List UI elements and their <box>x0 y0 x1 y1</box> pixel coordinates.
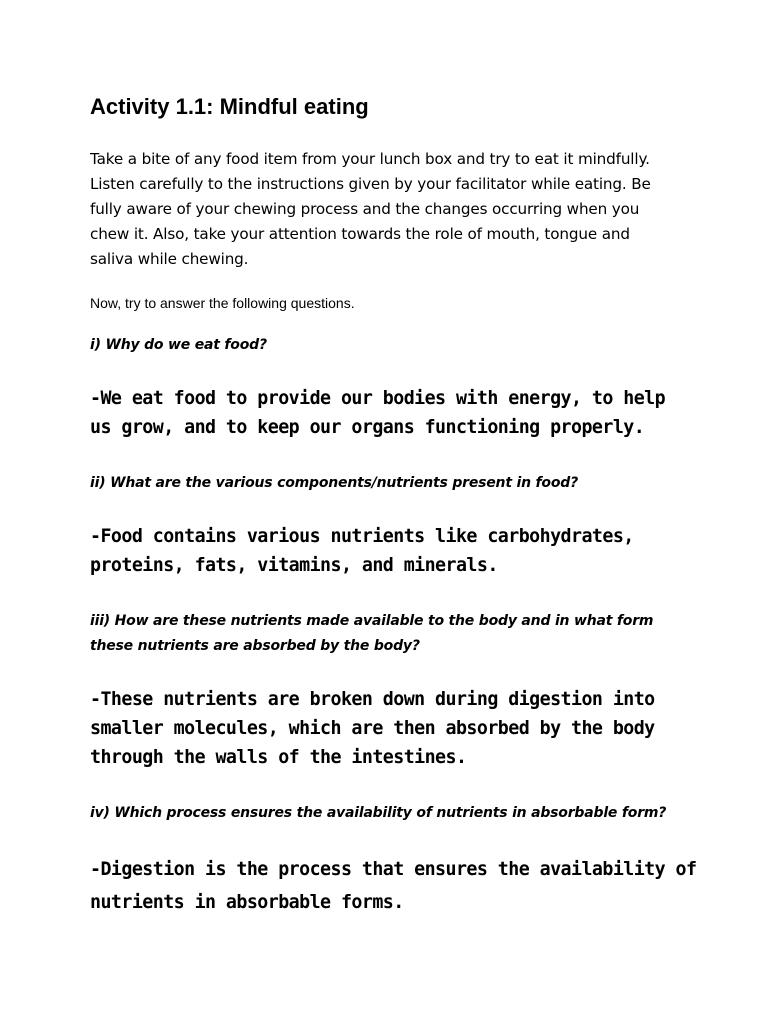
answer-line: -We eat food to provide our bodies with energy, to help <box>90 388 666 409</box>
answer-line: -Digestion is the process that ensures the availability of <box>90 859 697 880</box>
intro-paragraph <box>90 147 690 272</box>
question-line: these nutrients are absorbed by the body? <box>90 638 420 654</box>
question-2 <box>90 471 578 496</box>
answer-line: -Food contains various nutrients like carbohydrates, <box>90 526 634 547</box>
intro-line: saliva while chewing. <box>90 250 249 268</box>
answer-3 <box>90 685 655 772</box>
question-4 <box>90 801 666 826</box>
intro-line: fully aware of your chewing process and the changes occurring when you <box>90 200 640 218</box>
answer-line: through the walls of the intestines. <box>90 747 467 768</box>
intro-line: Take a bite of any food item from your lunch box and try to eat it mindfully. <box>90 150 650 168</box>
answer-line: us grow, and to keep our organs functioning properly. <box>90 417 645 438</box>
intro-line: Listen carefully to the instructions given by your facilitator while eating. Be <box>90 175 651 193</box>
questions-lead-text: Now, try to answer the following questions. <box>90 295 355 311</box>
answer-line: nutrients in absorbable forms. <box>90 892 404 913</box>
question-line: i) Why do we eat food? <box>90 337 267 353</box>
question-line: ii) What are the various components/nutrients present in food? <box>90 475 579 491</box>
answer-4 <box>90 853 696 919</box>
activity-title: Activity 1.1: Mindful eating <box>90 94 369 119</box>
question-line: iv) Which process ensures the availability of nutrients in absorbable form? <box>90 805 667 821</box>
answer-line: smaller molecules, which are then absorbed by the body <box>90 718 655 739</box>
answer-2 <box>90 522 634 580</box>
answer-line: -These nutrients are broken down during digestion into <box>90 689 655 710</box>
intro-line: chew it. Also, take your attention towards the role of mouth, tongue and <box>90 225 630 243</box>
answer-line: proteins, fats, vitamins, and minerals. <box>90 555 498 576</box>
answer-1 <box>90 384 665 442</box>
question-3 <box>90 609 653 659</box>
question-line: iii) How are these nutrients made available to the body and in what form <box>90 613 654 629</box>
question-1 <box>90 333 267 358</box>
